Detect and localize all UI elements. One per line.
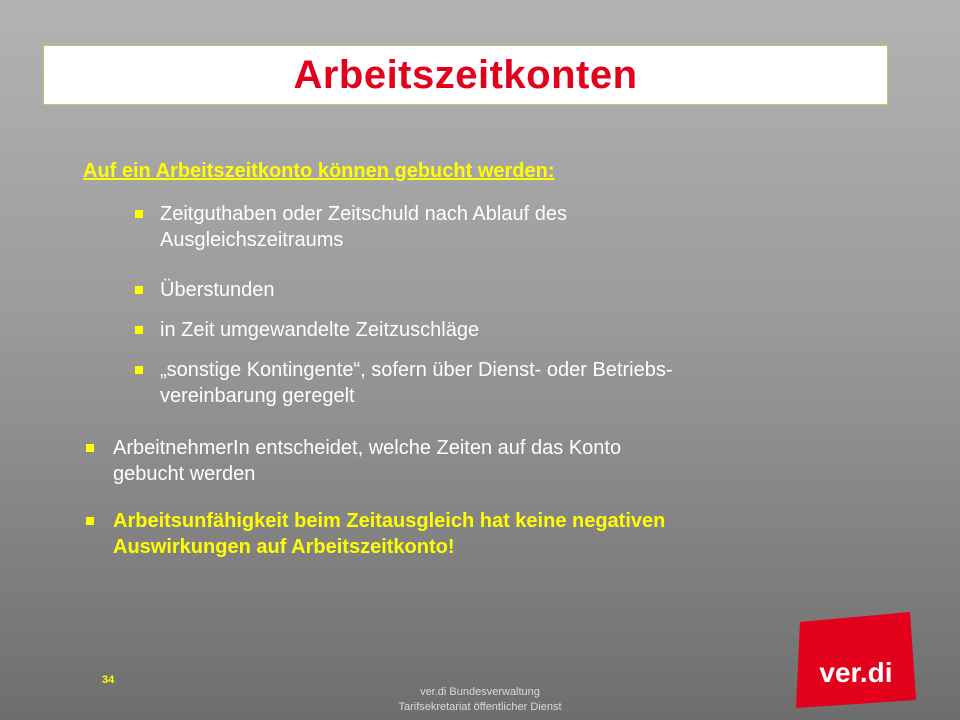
main-list-item-emphasis (113, 508, 883, 560)
item-line: Ausgleichszeitraums (160, 229, 344, 251)
square-bullet-icon (135, 366, 143, 374)
item-line: Zeitguthaben oder Zeitschuld nach Ablauf des (160, 203, 567, 225)
sub-list-item (160, 201, 860, 253)
item-line: „sonstige Kontingente“, sofern über Dienst- oder Betriebs- (160, 359, 673, 381)
square-bullet-icon (135, 210, 143, 218)
sub-list-item (160, 317, 860, 343)
item-line: vereinbarung geregelt (160, 385, 355, 407)
square-bullet-icon (86, 444, 94, 452)
footer-line: ver.di Bundesverwaltung (420, 686, 540, 698)
sub-list-item (160, 357, 860, 409)
slide-title: Arbeitszeitkonten (293, 52, 638, 97)
verdi-logo-icon (792, 612, 916, 708)
item-line: Überstunden (160, 279, 275, 301)
square-bullet-icon (135, 286, 143, 294)
item-line: ArbeitnehmerIn entscheidet, welche Zeiten auf das Konto (113, 437, 622, 459)
page-number: 34 (102, 674, 115, 686)
section-heading: Auf ein Arbeitszeitkonto können gebucht werden: (83, 160, 555, 182)
logo-text: ver.di (819, 657, 893, 688)
footer (380, 685, 580, 715)
sub-list-item (160, 277, 860, 303)
item-line: Arbeitsunfähigkeit beim Zeitausgleich hat keine negativen (113, 510, 666, 532)
square-bullet-icon (135, 326, 143, 334)
main-list-item (113, 435, 883, 487)
item-line: Auswirkungen auf Arbeitszeitkonto! (113, 536, 455, 558)
square-bullet-icon (86, 517, 94, 525)
footer-line: Tarifsekretariat öffentlicher Dienst (398, 701, 562, 713)
item-line: gebucht werden (113, 463, 256, 485)
item-line: in Zeit umgewandelte Zeitzuschläge (160, 319, 480, 341)
